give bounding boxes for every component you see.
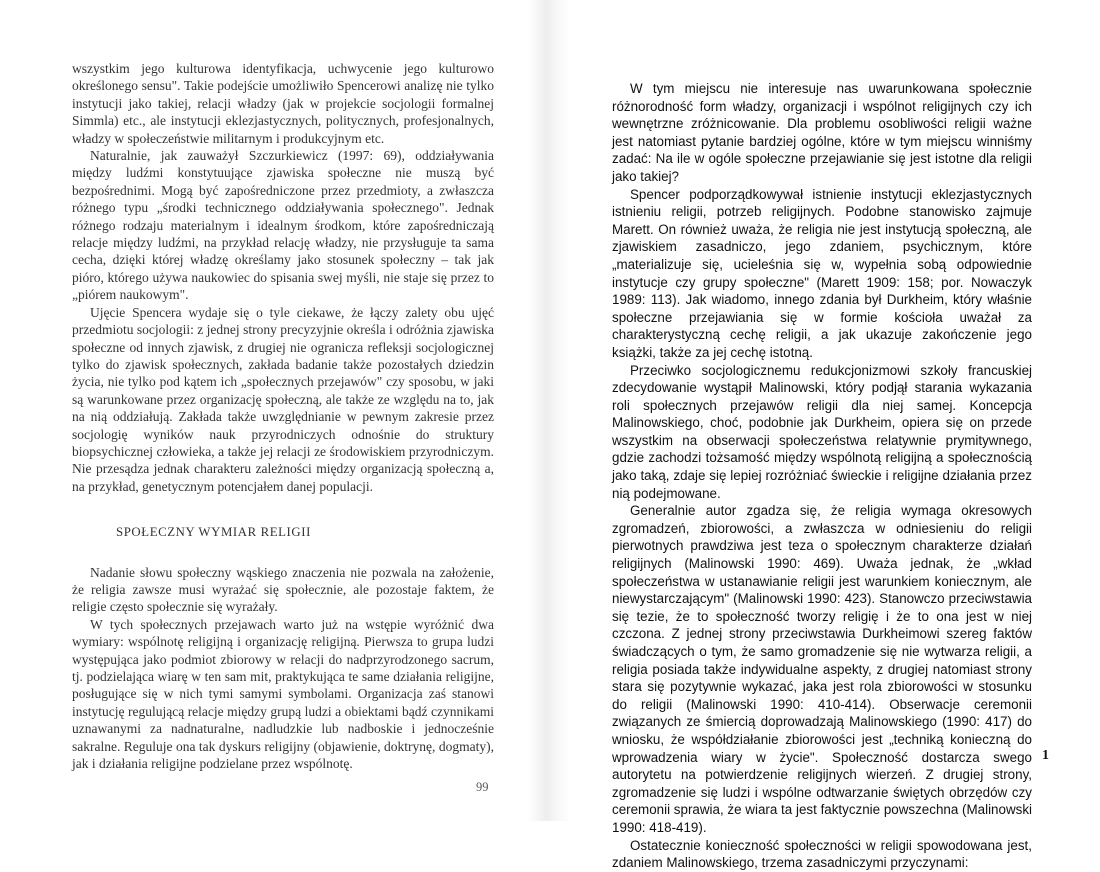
right-paragraph-3: Przeciwko socjologicznemu redukcjonizmowi szkoły francuskiej zdecydowanie wystąpił Malinowski, który podjął starania wykazania roli społecznych przejawów religii dla niej samej. Koncepcja Malinowskiego, choć, podobnie jak Durkheim, opiera się on przede wszystkim na obserwacji społeczeństwa relatywnie prymitywnego, gdzie zachodzi tożsamość między wspólnotą religijną a społecznością jako taką, zdaje się lepiej rozróżniać świeckie i religijne działania przez nią podejmowane.	[612, 362, 1032, 501]
left-paragraph-2: Naturalnie, jak zauważył Szczurkiewicz (1997: 69), oddziaływania między ludźmi konstytuujące zjawiska społeczne nie muszą być bezpośrednimi. Mogą być zapośredniczone przez przedmioty, a zwłaszcza różnego typu „środki technicznego oddziaływania społecznego". Jednak różnego rodzaju materialnym i idealnym środkom, które zapośredniczają relacje między ludźmi, na przykład relację władzy, nie przysługuje ta sama cecha, dzięki której władzę określamy jako stosunek społeczny – tak jak pióro, którego używa naukowiec do spisania swej myśli, nie staje się przez to „piórem naukowym".	[72, 148, 494, 303]
corner-mark: 1	[1042, 748, 1049, 763]
right-page	[612, 80, 1032, 872]
left-paragraph-5: W tych społecznych przejawach warto już na wstępie wyróżnić dwa wymiary: wspólnotę religijną i organizację religijną. Pierwsza to grupa ludzi występująca jako podmiot zbiorowy w relacji do nadprzyrodzonego sacrum, tj. podzielająca wiarę w ten sam mit, praktykująca te same działania religijne, posługujące się w nich tymi samymi symbolami. Organizacja zaś stanowi instytucję regulującą relacje między grupą ludzi a obiektami bądź czynnikami uznawanymi za nadnaturalne, nadludzkie lub nadboskie i jednocześnie sakralne. Reguluje ona tak dyskurs religijny (objawienie, doktrynę, dogmaty), jak i działania religijne podzielane przez wspólnotę.	[72, 616, 494, 772]
right-paragraph-4: Generalnie autor zgadza się, że religia wymaga okresowych zgromadzeń, zbiorowości, a zwłaszcza w odniesieniu do religii pierwotnych prawdziwa jest teza o społecznym charakterze działań religijnych (Malinowski 1990: 469). Uważa jednak, że „wkład społeczeństwa w ustanawianie religii jest warunkiem koniecznym, ale niewystarczającym" (Malinowski 1990: 423). Stanowczo przeciwstawia się tezie, że to społeczność tworzy religię i że to ona jest w niej czczona. Z jednej strony przeciwstawia Durkheimowi szereg faktów świadczących o tym, że samo gromadzenie się nie wytwarza religii, a religia posiada także indywidualne aspekty, z drugiej natomiast strony stara się pozytywnie wykazać, jaka jest rola zbiorowości w stosunku do religii (Malinowski 1990: 410-414). Obserwacje ceremonii związanych ze śmiercią doprowadzają Malinowskiego (1990: 417) do wniosku, że współdziałanie zbiorowości jest „techniką konieczną do wprowadzenia wiary w życie". Społeczność dostarcza swego autorytetu na potwierdzenie religijnych wierzeń. Z drugiej strony, zgromadzenie się ludzi i wspólne odtwarzanie świętych obrzędów czy ceremonii sprawia, że wiara ta jest faktycznie powszechna (Malinowski 1990: 418-419).	[612, 503, 1032, 835]
left-paragraph-4: Nadanie słowu społeczny wąskiego znaczenia nie pozwala na założenie, że religia zawsze musi wyrażać się społecznie, ale pozostaje faktem, że religie często społecznie się wyrażały.	[72, 564, 494, 615]
right-paragraph-2: Spencer podporządkowywał istnienie instytucji eklezjastycznych istnieniu religii, potrzeb religijnych. Podobne stanowisko zajmuje Marett. On również uważa, że religia nie jest instytucją społeczną, ale zjawiskiem zasadniczo, jego zdaniem, psychicznym, które „materializuje się, ucieleśnia się w, wypełnia sobą odpowiednie instytucje czy grupy społeczne" (Marett 1909: 158; por. Nowaczyk 1989: 113). Jak wiadomo, innego zdania był Durkheim, który właśnie społeczne przejawiania się w formie kościoła uważał za charakterystyczną cechę religii, a jak ukazuje zakończenie jego książki, także za jej cechę istotną.	[612, 186, 1032, 360]
right-paragraph-1: W tym miejscu nie interesuje nas uwarunkowana społecznie różnorodność form władzy, organizacji i wspólnot religijnych czy ich wewnętrzne zróżnicowanie. Dla problemu osobliwości religii ważne jest natomiast pytanie bardziej ogólne, które w tym miejscu winniśmy zadać: Na ile w ogóle społeczne przejawianie się jest istotne dla religii jako takiej?	[612, 81, 1032, 184]
book-gutter	[528, 0, 570, 821]
left-paragraph-1: wszystkim jego kulturowa identyfikacja, uchwycenie jego kulturowo określonego sensu". Takie podejście umożliwiło Spencerowi analizę nie tylko instytucji jako takiej, relacji władzy (jak w projekcie socjologii formalnej Simmla) etc., ale instytucji eklezjastycznych, politycznych, profesjonalnych, władzy w społeczeństwie militarnym i produkcyjnym etc.	[72, 61, 494, 146]
left-paragraph-3: Ujęcie Spencera wydaje się o tyle ciekawe, że łączy zalety obu ujęć przedmiotu socjologii: z jednej strony precyzyjnie określa i odróżnia zjawiska społeczne od innych zjawisk, z drugiej nie ogranicza refleksji socjologicznej tylko do zjawisk społecznych, zakłada badanie także pozostałych dziedzin życia, nie tylko pod kątem ich „społecznych przejawów" czy sposobu, w jaki są warunkowane przez organizację społeczną, ale także ze względu na to, jak na nią oddziałują. Zakłada także uwzględnianie w pewnym zakresie przez socjologię wyników nauk przyrodniczych odnośnie do struktury biopsychicznej człowieka, a także jej relacji ze środowiskiem przyrodniczym. Nie przesądza jednak charakteru zależności między organizacją społeczną a, na przykład, genetycznym potencjałem danej populacji.	[72, 304, 494, 494]
right-paragraph-5: Ostatecznie konieczność społeczności w religii spowodowana jest, zdaniem Malinowskiego, trzema zasadniczymi przyczynami:	[612, 837, 1032, 871]
section-heading: SPOŁECZNY WYMIAR RELIGII	[116, 525, 311, 540]
page-number: 99	[476, 780, 489, 794]
left-page	[72, 60, 494, 772]
